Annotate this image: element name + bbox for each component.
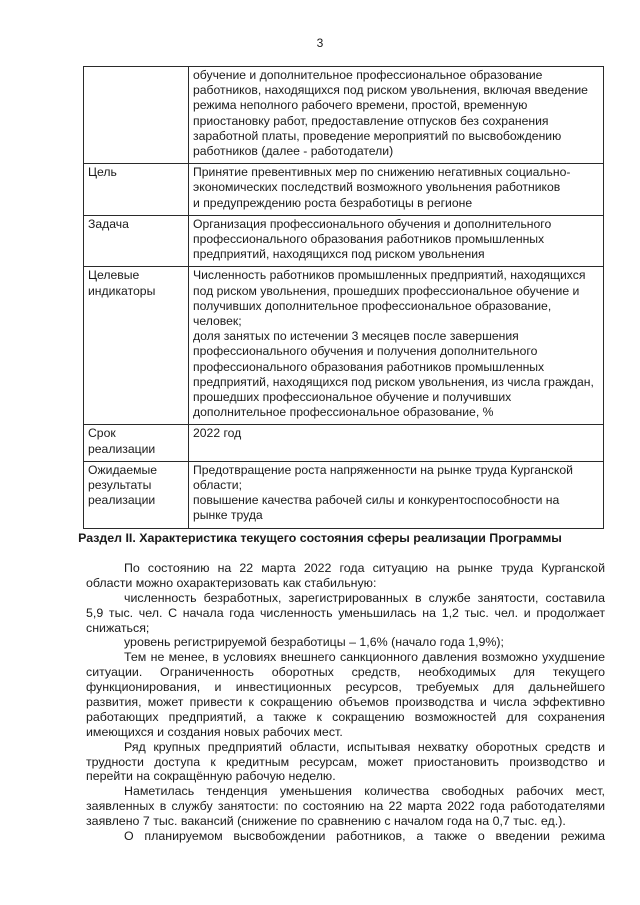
paragraph-line: Тем не менее, в условиях внешнего санкционного давления возможно ухудшение (124, 650, 605, 665)
row-label-line: результаты (88, 478, 152, 493)
row-value-line: режима неполного рабочего времени, простой, временную (193, 98, 528, 113)
row-value (189, 67, 604, 164)
row-label (84, 215, 189, 267)
row-value-line: работников (далее - работодатели) (193, 144, 394, 159)
row-label-line: реализации (88, 441, 156, 456)
row-value-line: работников, находящихся под риском увольнения, включая введение (193, 83, 588, 98)
paragraph-line: О планируемом высвобождении работников, а также о введении режима (124, 829, 605, 844)
row-value-line: рынке труда (193, 508, 263, 523)
table-row (84, 267, 604, 425)
row-value-line (193, 442, 599, 457)
row-label (84, 164, 189, 216)
row-value-line: профессионального образования работников промышленных (193, 232, 545, 247)
paragraph-line: имеющихся и создания новых рабочих мест. (86, 724, 343, 739)
section-title: Раздел II. Характеристика текущего состояния сферы реализации Программы (78, 531, 562, 545)
paragraph-line: заявленных в службу занятости: по состоянию на 22 марта 2022 года работодателями (86, 799, 605, 814)
row-value-line: Предотвращение роста напряженности на рынке труда Курганской (193, 462, 573, 477)
row-label-line: Задача (88, 216, 129, 231)
paragraph-line: перейти на сокращённую рабочую неделю. (86, 769, 336, 784)
row-value (189, 267, 604, 425)
paragraph (86, 740, 605, 785)
row-value-line: профессионального обучения и получения дополнительного (193, 344, 538, 359)
row-value-line: приостановку работ, предоставление отпусков без сохранения (193, 113, 549, 128)
row-label (84, 461, 189, 528)
row-value-line: Численность работников промышленных предприятий, находящихся (193, 268, 586, 283)
row-label (84, 267, 189, 425)
row-label-line: реализации (88, 493, 156, 508)
paragraph (86, 635, 605, 650)
row-label (84, 67, 189, 164)
paragraph-line: работающих предприятий, а также к сокращению возможностей для сохранения (86, 709, 605, 724)
paragraph-line: численность безработных, зарегистрированных в службе занятости, составила (124, 590, 605, 605)
row-value-line: области; (193, 478, 242, 493)
row-value-line: прошедших профессиональное обучение и получивших (193, 390, 512, 405)
paragraph-line: трудности доступа к кредитным ресурсам, может приостановить производство и (86, 754, 605, 769)
row-value-line: получивших дополнительное профессиональное образование, (193, 298, 552, 313)
paragraph-line: заявлено 7 тыс. вакансий (снижение по сравнению с началом года на 0,7 тыс. ед.). (86, 814, 566, 829)
paragraph (86, 650, 605, 739)
paragraph-line: 5,9 тыс. чел. С начала года численность уменьшилась на 1,2 тыс. чел. и продолжает (86, 605, 605, 620)
paragraph-line: По состоянию на 22 марта 2022 года ситуацию на рынке труда Курганской (124, 561, 605, 575)
row-label-line: Ожидаемые (88, 462, 158, 477)
program-passport-table (83, 66, 604, 529)
row-label-line: Целевые (88, 268, 140, 283)
row-value-line: предприятий, находящихся под риском увольнения, из числа граждан, (193, 374, 594, 389)
paragraph-line: функционирования, и инвестиционных ресурсов, требуемых для дальнейшего (86, 680, 605, 695)
table-row (84, 215, 604, 267)
row-value-line: обучение и дополнительное профессиональное образование (193, 68, 543, 82)
page-number: 3 (316, 36, 324, 50)
paragraph (86, 591, 605, 636)
paragraph-line: развития, может привести к сокращению объемов производства и числа эффективно (86, 695, 605, 710)
paragraph (86, 784, 605, 829)
paragraph-line: Ряд крупных предприятий области, испытывая нехватку оборотных средств и (124, 739, 605, 754)
table-row (84, 425, 604, 461)
paragraph (86, 561, 605, 591)
section-body (86, 561, 605, 844)
row-value-line: заработной платы, проведение мероприятий по высвобождению (193, 128, 562, 143)
row-value (189, 461, 604, 528)
row-value-line: и предупреждению роста безработицы в регионе (193, 195, 473, 210)
row-value (189, 425, 604, 461)
row-label (84, 425, 189, 461)
row-value-line: доля занятых по истечении 3 месяцев после завершения (193, 329, 519, 344)
table-row (84, 67, 604, 164)
row-value (189, 164, 604, 216)
paragraph (86, 829, 605, 844)
row-value-line: профессионального образования работников промышленных (193, 359, 545, 374)
table-row (84, 461, 604, 528)
row-value-line: под риском увольнения, прошедших профессиональное обучение и (193, 283, 580, 298)
row-label-line (88, 68, 184, 83)
paragraph-line: уровень регистрируемой безработицы – 1,6% (начало года 1,9%); (124, 635, 504, 650)
row-value-line: 2022 год (193, 426, 242, 441)
row-value-line: Принятие превентивных мер по снижению негативных социально- (193, 165, 571, 180)
row-value-line: Организация профессионального обучения и дополнительного (193, 216, 552, 231)
row-value-line: экономических последствий возможного увольнения работников (193, 180, 561, 195)
row-label-line: индикаторы (88, 283, 156, 298)
row-value-line: повышение качества рабочей силы и конкурентоспособности на (193, 493, 560, 508)
table-row (84, 164, 604, 216)
row-value-line: человек; (193, 314, 242, 329)
row-label-line: Цель (88, 165, 117, 180)
row-label-line: Срок (88, 426, 116, 441)
row-value-line: дополнительное профессиональное образование, % (193, 405, 494, 420)
paragraph-line: ситуации. Ограниченность оборотных средств, необходимых для текущего (86, 665, 605, 680)
paragraph-line: Наметилась тенденция уменьшения количества свободных рабочих мест, (124, 784, 605, 799)
row-value-line: предприятий, находящихся под риском увольнения (193, 247, 485, 262)
row-value (189, 215, 604, 267)
paragraph-line: области можно охарактеризовать как стабильную: (86, 575, 377, 590)
paragraph-line: снижаться; (86, 620, 150, 635)
